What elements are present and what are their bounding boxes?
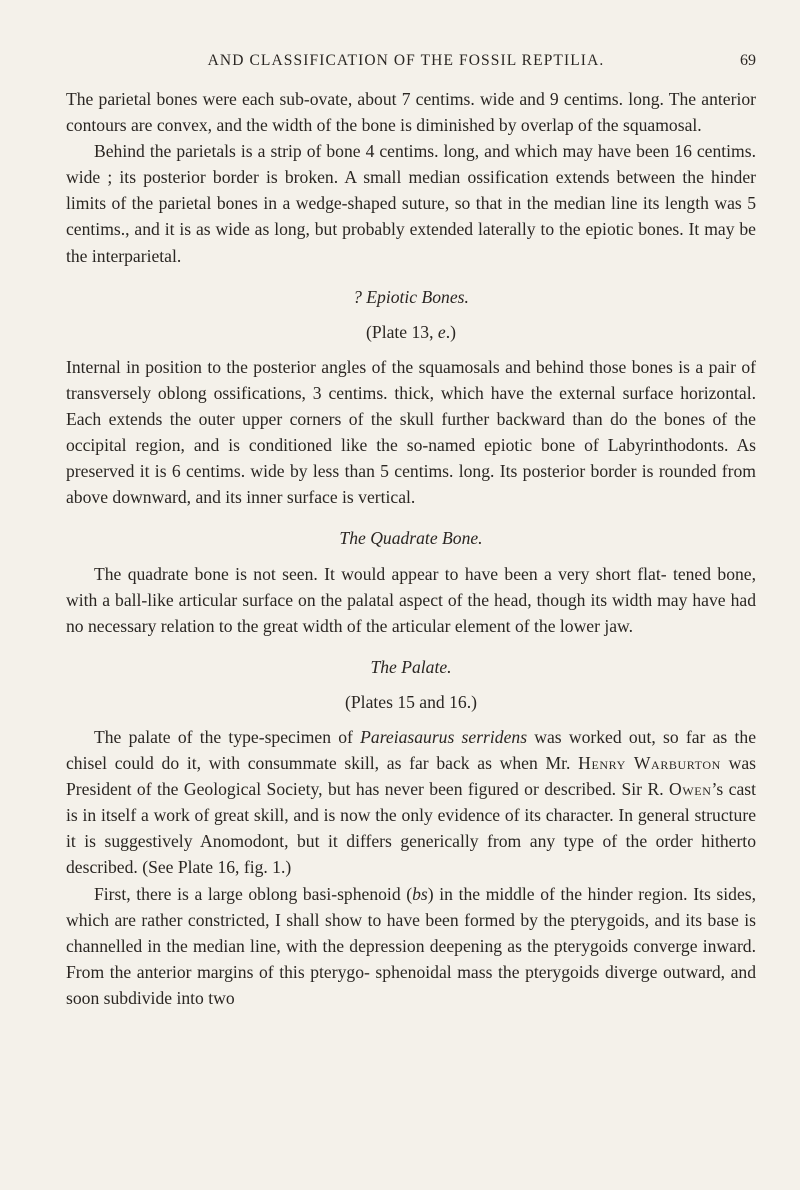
basisphenoid-text-b: ) in the middle of the hinder region. Its sides, which are rather constricted, I shall show to have been formed by the pterygoids, and its base is channelled in the median line, with the depression deepening as the pterygoids converge inward. From the anterior margins of this pterygo- sphenoidal mass the pterygoids diverge outward, and soon subdivide into two [66,883,757,1008]
paragraph-quadrate: The quadrate bone is not seen. It would appear to have been a very short flat- tened bone, with a ball-like articular surface on the palatal aspect of the head, though its width may have had no necessary relation to the great width of the articular element of the lower jaw. [66,563,756,636]
person-name-warburton: Henry Warburton [578,753,721,774]
plate-ref-palate: (Plates 15 and 16.) [345,691,477,712]
running-title: AND CLASSIFICATION OF THE FOSSIL REPTILIA. [207,52,605,69]
running-head [66,52,756,76]
page-number: 69 [740,52,756,69]
palate-text-c: was President of the Geological Society, but has never been figured or described. Sir R. [66,753,756,800]
paragraph-parietal: The parietal bones were each sub-ovate, about 7 centims. wide and 9 centims. long. The anterior contours are convex, and the width of the bone is diminished by overlap of the squamosal. [66,89,756,136]
plate-ref-epiotic [66,319,756,345]
basisphenoid-text-a: First, there is a large oblong basi-sphenoid ( [94,883,413,904]
person-name-owen: Owen [669,779,712,800]
abbr-bs: bs [412,883,428,904]
plate-ref-epiotic-close: .) [445,321,456,342]
paragraph-interparietal: Behind the parietals is a strip of bone 4 centims. long, and which may have been 16 centims. wide ; its posterior border is broken. A small median ossification extends between the hinder limits of the parietal bones in a wedge-shaped suture, so that in the median line its length was 5 centims., and it is as wide as long, but probably extended laterally to the epiotic bones. It may be the interparietal. [66,141,756,266]
plate-ref-epiotic-open: (Plate 13, [366,321,438,342]
palate-text-a: The palate of the type-specimen of [94,726,361,747]
paragraph-palate [66,724,756,881]
paragraph-epiotic: Internal in position to the posterior angles of the squamosals and behind those bones is a pair of transversely oblong ossifications, 3 centims. thick, which have the external surface horizontal. Each extends the outer upper corners of the skull further backward than do the bones of the occipital region, and is conditioned like the so-named epiotic bone of Labyrinthodonts. As preserved it is 6 centims. wide by less than 5 centims. long. Its posterior border is rounded from above downward, and its inner surface is vertical. [66,356,756,508]
heading-quadrate-bone: The Quadrate Bone. [339,528,483,549]
paragraph-basisphenoid [66,881,756,1011]
plate-ref-epiotic-letter: e [437,321,446,342]
body-text [66,86,756,1011]
palate-text-d: ’s cast is in itself a work of great skill, and is now the only evidence of its character. In general structure it is suggestively Anomodont, but it differs generically from any type of the order hitherto described. (See Plate 16, fig. 1.) [66,779,756,878]
genus-name: Pareiasaurus serridens [360,726,528,747]
heading-epiotic-bones: ? Epiotic Bones. [353,286,469,307]
heading-palate: The Palate. [370,656,452,677]
palate-text-b: was worked out, so far as the chisel could do it, with consummate skill, as far back as when Mr. [66,726,756,774]
